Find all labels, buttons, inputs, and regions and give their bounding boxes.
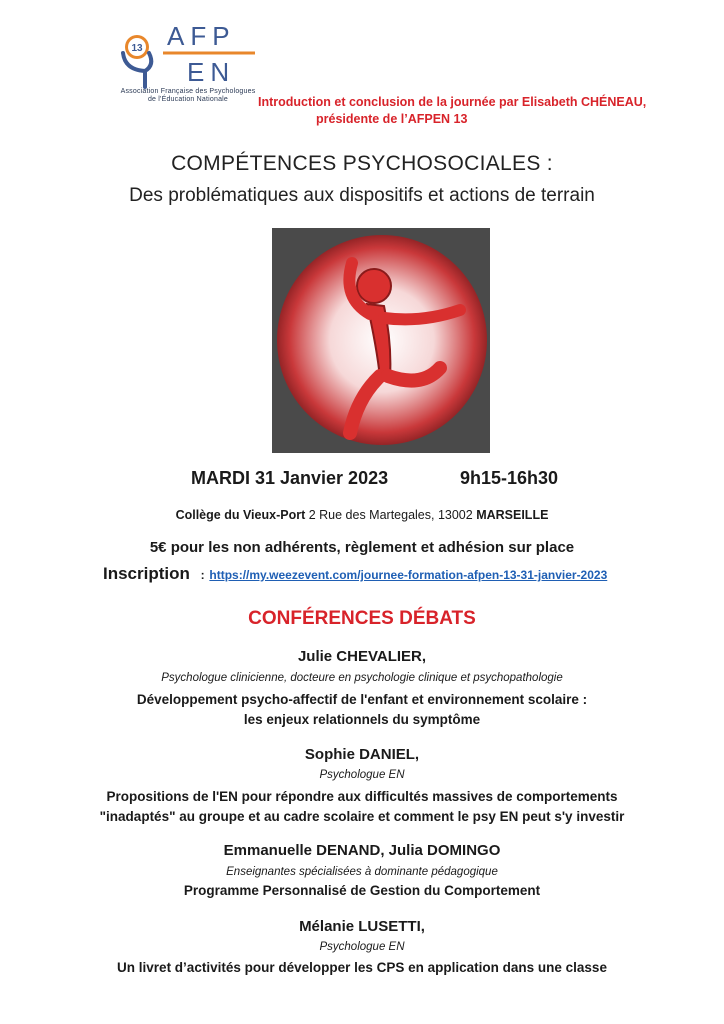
inscription-label: Inscription [103,564,190,583]
inscription-link[interactable]: https://my.weezevent.com/journee-formation-afpen-13-31-janvier-2023 [209,568,608,582]
venue-address: 2 Rue des Martegales, 13002 [305,508,477,522]
talk-1-title-line1: Développement psycho-affectif de l'enfant et environnement scolaire : [136,692,588,707]
talk-3-role: Enseignantes spécialisées à dominante pédagogique [226,866,498,878]
talk-2-title-line2: "inadaptés" au groupe et au cadre scolaire et comment le psy EN peut s'y investir [99,809,625,824]
event-time: 9h15-16h30 [460,468,559,488]
talk-1-title-line2: les enjeux relationnels du symptôme [243,712,481,727]
talk-3-title: Programme Personnalisé de Gestion du Comportement [183,883,541,898]
venue-name: Collège du Vieux-Port [175,508,306,522]
logo-caption [118,88,258,104]
intro-line1: Introduction et conclusion de la journée par Elisabeth CHÉNEAU, [258,95,647,109]
talk-2-speaker: Sophie DANIEL, [304,746,420,763]
section-title: CONFÉRENCES DÉBATS [248,608,476,629]
talk-1-speaker: Julie CHEVALIER, [297,648,427,665]
talk-2-title-line1: Propositions de l'EN pour répondre aux difficultés massives de comportements [106,789,618,804]
dancing-figure-illustration [272,228,490,453]
logo-caption-line2: de l'Éducation Nationale [147,96,229,103]
venue-city: MARSEILLE [476,508,549,522]
logo-badge-number: 13 [131,43,143,54]
inscription-colon: : [200,568,205,582]
talk-1-role: Psychologue clinicienne, docteure en psychologie clinique et psychopathologie [161,672,563,684]
page-title: COMPÉTENCES PSYCHOSOCIALES : [171,152,553,175]
talk-1-title [0,690,724,730]
talk-3-speaker: Emmanuelle DENAND, Julia DOMINGO [223,842,501,859]
talk-4-speaker: Mélanie LUSETTI, [299,918,425,935]
event-price: 5€ pour les non adhérents, règlement et adhésion sur place [149,539,575,556]
logo-letters-top: AFP [167,21,236,51]
event-venue [0,508,724,522]
talk-4-role: Psychologue EN [319,941,405,953]
talk-2-title [0,787,724,827]
logo-letters-bottom: EN [187,57,236,87]
logo-caption-line1: Association Française des Psychologues [120,88,256,95]
talk-4-title: Un livret d’activités pour développer les CPS en application dans une classe [117,960,607,975]
event-date: MARDI 31 Janvier 2023 [191,468,389,488]
intro-line2: présidente de l’AFPEN 13 [316,112,468,126]
inscription-line [103,564,607,584]
page-subtitle: Des problématiques aux dispositifs et actions de terrain [129,185,595,206]
talk-2-role: Psychologue EN [319,769,405,781]
